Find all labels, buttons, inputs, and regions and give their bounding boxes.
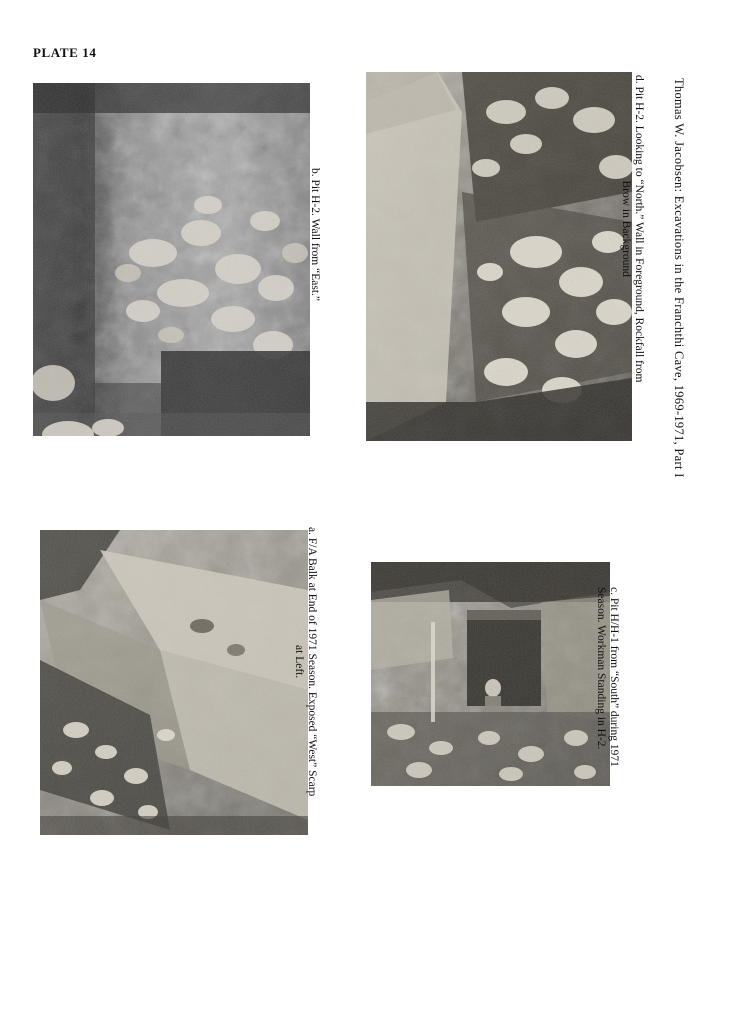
figure-d-caption-line2: Brow in Background bbox=[620, 180, 632, 277]
figure-b-image bbox=[33, 83, 310, 436]
figure-a-caption-line2: at Left. bbox=[293, 645, 305, 679]
figure-a-caption bbox=[292, 527, 318, 796]
photo-a-graphic bbox=[40, 530, 308, 835]
figure-c-caption-line1: c. Pit H/H-1 from “South” during 1971 bbox=[608, 587, 620, 767]
photo-b-graphic bbox=[33, 83, 310, 436]
figure-d-image bbox=[366, 72, 632, 441]
figure-a-image bbox=[40, 530, 308, 835]
running-head-text: Thomas W. Jacobsen: Excavations in the Franchthi Cave, 1969-1971, Part I bbox=[672, 78, 686, 478]
figure-b-caption-line1: b. Pit H-2. Wall from “East.” bbox=[309, 168, 321, 302]
page-title: PLATE 14 bbox=[33, 45, 97, 60]
photo-c-graphic bbox=[371, 562, 610, 786]
photo-d-graphic bbox=[366, 72, 632, 441]
figure-c-caption bbox=[594, 587, 620, 767]
figure-a-caption-line1: a. F/A Balk at End of 1971 Season. Exposed “West” Scarp bbox=[306, 527, 318, 797]
figure-c-image bbox=[371, 562, 610, 786]
figure-d-caption bbox=[619, 75, 645, 382]
figure-c-caption-line2: Season. Workman Standing in H-2. bbox=[595, 587, 607, 750]
figure-b-caption bbox=[308, 168, 322, 301]
figure-d-caption-line1: d. Pit H-2. Looking to “North.” Wall in Foreground, Rockfall from bbox=[633, 75, 645, 383]
